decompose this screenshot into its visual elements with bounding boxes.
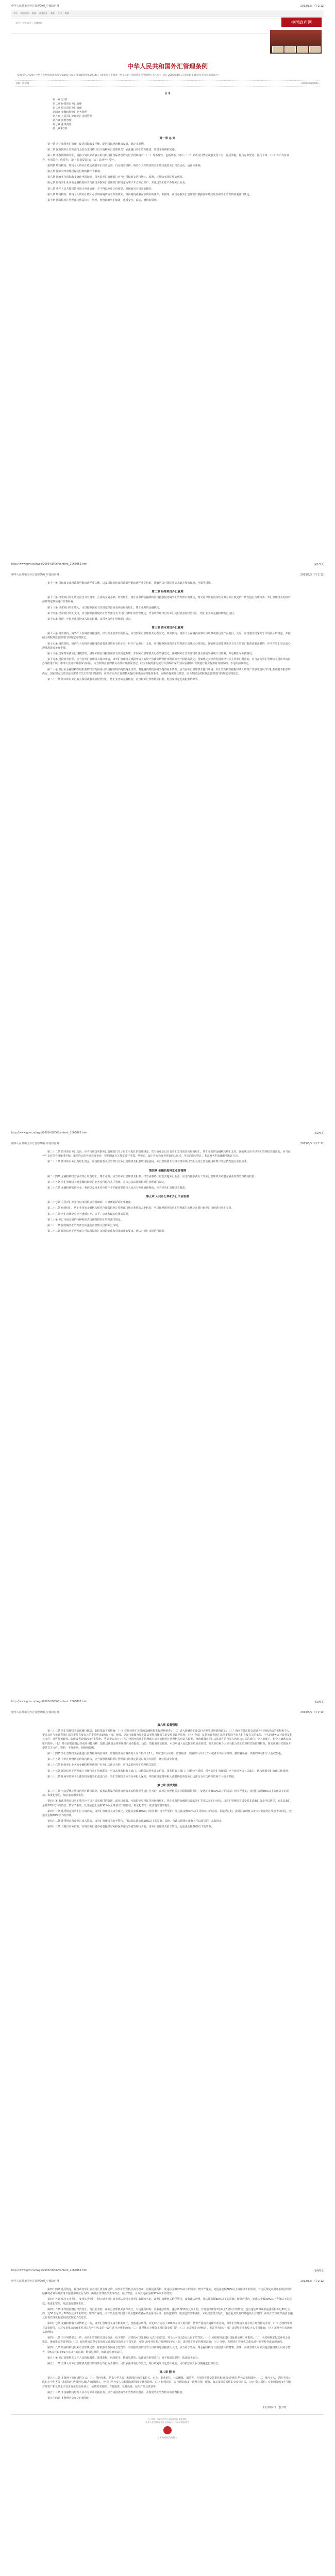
print-page-number: 第1/5页	[314, 563, 324, 566]
print-header	[11, 2, 324, 9]
article-paragraph: 第五十二条 本条例下列用语的含义：（一）境内机构，是指中华人民共和国境内的国家机关、企业、事业单位、社会团体、部队等，外国驻华外交领事机构和国际组织驻华代表机构除外。（二）境内个人，是指中国公民和在中华人民共和国境内连续居住满1年的外国人，外国驻华外交人员和国际组织驻华代表除外。（三）经常项目，是指国际收支中涉及货物、服务、收益及经常转移的交易项目等。（四）资本项目，是指国际收支中引起对外资产和负债水平发生变化的交易项目，包括资本转移、直接投资、证券投资、衍生产品及贷款等。	[42, 2377, 292, 2388]
article-paragraph: 第十五条 携带、申报外币现钞出入境的限额，由国务院外汇管理部门规定。	[47, 618, 133, 621]
print-footer	[11, 2267, 324, 2274]
article-paragraph: 第十七条 境内机构、境内个人向境外直接投资或者从事境外有价证券、衍生产品发行、交易，应当按照国务院外汇管理部门的规定办理登记。国家规定需要事先经有关主管部门批准或者备案的，应当在外汇登记前办理批准或者备案手续。	[42, 642, 291, 650]
nav-item[interactable]: 首页	[13, 11, 18, 14]
article-paragraph: 第一条 为了加强外汇管理，促进国际收支平衡，促进国民经济健康发展，制定本条例。	[47, 143, 146, 146]
print-datetime: 2013/8/5 下午2:12	[300, 1710, 324, 1714]
print-header	[11, 571, 324, 578]
source-label: 来源：政府网	[15, 82, 29, 85]
chapter-heading: 第八章 附 则	[159, 2371, 176, 2375]
toc-item: 第一章 总 则	[53, 98, 68, 101]
article-paragraph: 第六条 国家实行国际收支统计申报制度。国务院外汇管理部门应当对国际收支进行统计、监测，定期公布国际收支状况。	[47, 176, 185, 179]
article-paragraph: 第八条 中华人民共和国境内禁止外币流通，并不得以外币计价结算，但国家另有规定的除外。	[47, 187, 154, 191]
chapter-heading: 第六章 监督管理	[157, 1724, 178, 1727]
toc-title: 目 录	[164, 92, 171, 95]
article-paragraph: 第十三条 经常项目外汇收入，可以按照国家有关规定保留或者卖给经营结汇、售汇业务的金融机构。	[47, 606, 162, 609]
print-footer	[11, 561, 324, 568]
print-page-number: 第4/5页	[314, 2269, 324, 2273]
footer-icp: 京ICP备05070218号	[157, 2436, 178, 2439]
print-header	[11, 1140, 324, 1147]
article-paragraph: 第三十三条 外汇管理机关依法履行职责，有权采取下列措施：（一）对经营外汇业务的金融机构进行现场检查；（二）进入涉嫌外汇违法行为发生场所调查取证；（三）询问有外汇收支或者外汇经营活动的机构和个人，要求其对与被调查外汇违法事件直接有关的事项作出说明；（四）查阅、复制与被调查外汇违法事件直接有关的交易单证等资料；（五）查阅、复制被调查外汇违法事件的当事人和直接有关的单位、个人的财务会计资料及相关文件，对可能被转移、隐匿或者毁损的文件和资料，可以予以封存；（六）经国务院外汇管理部门或者省级外汇管理机关负责人批准，查询被调查外汇违法事件的当事人和直接有关的单位、个人的账户，但个人储蓄存款账户除外；（七）对有证据证明已经或者可能转移、隐匿违法资金等涉案财产或者隐匿、伪造、毁损重要证据的，可以申请人民法院冻结或者查封。有关单位和个人应当配合外汇管理机关的监督检查，如实说明有关情况并提供有关文件、资料，不得拒绝、阻碍和隐瞒。	[42, 1730, 293, 1750]
banner-thumbnail[interactable]	[272, 46, 283, 53]
print-datetime: 2013/8/5 下午2:12	[300, 573, 324, 577]
page-sheet	[11, 581, 324, 1125]
print-link[interactable]: 【打印】	[277, 2406, 288, 2410]
print-page-title: 中华人民共和国外汇管理条例_中国政府网	[11, 2279, 59, 2283]
law-title: 中华人民共和国外汇管理条例	[127, 63, 208, 70]
article-paragraph: 第四条 境内机构、境内个人的外汇收支或者外汇经营活动，以及境外机构、境外个人在境内的外汇收支或者外汇经营活动，适用本条例。	[47, 164, 203, 167]
article-paragraph: 第三十条 外汇市场交易的币种和形式由国务院外汇管理部门规定。	[47, 1218, 123, 1222]
nav-item[interactable]: 服务	[51, 11, 55, 14]
banner-thumbnail[interactable]	[297, 46, 308, 53]
article-paragraph: 第十一条 国际收支出现或者可能出现严重失衡，以及国民经济出现或者可能出现严重危机时，国家可以对国际收支采取必要的保障、控制等措施。	[47, 582, 213, 585]
article-paragraph: 第五十条 外汇管理机关工作人员徇私舞弊、滥用职权、玩忽职守，构成犯罪的，依法追究刑事责任；尚不构成犯罪的，依法给予处分。	[47, 2356, 200, 2360]
article-paragraph: 第二十二条 资本项目外汇支出，应当按照国务院外汇管理部门关于付汇与购汇的管理规定，凭有效单证以自有外汇支付或者向经营结汇、售汇业务的金融机构购汇支付。国家规定应当经外汇管理机关批准的，应当在外汇支付前办理批准手续。依法终止的外商投资企业，按照国家有关规定进行清算、纳税后，属于外方投资者所有的人民币，可以向经营结汇、售汇业务的金融机构购汇汇出。	[42, 1150, 291, 1158]
article-paragraph: 第三十六条 经营外汇业务的金融机构发现客户有外汇违法行为的，应当及时向外汇管理机关报告。	[47, 1764, 159, 1767]
print-url: http://www.gov.cn/zwgk/2008-08/06/content_1066085.htm	[11, 2269, 88, 2272]
page-sheet	[11, 1150, 324, 1694]
article-paragraph: 第四十一条 违反规定将外汇汇入境内的，由外汇管理机关责令改正，处违法金额30%以下的罚款；情节严重的，处违法金额30%以上等值以下的罚款。非法结汇的，由外汇管理机关责令对非法结汇资金予以回兑，处违法金额30%以下的罚款。	[42, 1809, 292, 1818]
article-paragraph: 第三十二条 国务院外汇管理部门可以根据外汇市场的变化和货币政策的要求，依法对外汇市场进行调节。	[47, 1230, 167, 1233]
chapter-heading: 第五章 人民币汇率和外汇市场管理	[146, 1195, 189, 1199]
toc-item: 第六章 监督管理	[53, 119, 72, 122]
chapter-heading: 第七章 法律责任	[157, 1784, 178, 1788]
print-url: http://www.gov.cn/zwgk/2008-08/06/content_1066085.htm	[11, 1131, 88, 1134]
article-paragraph: 第二十五条 外汇管理机关对金融机构外汇业务实行综合头寸管理，具体办法由国务院外汇管理部门制定。	[47, 1180, 167, 1184]
toc-item: 第二章 经常项目外汇管理	[53, 103, 82, 106]
article-paragraph: 第四十三条 有擅自对外借款、在境外发行债券或者提供对外担保等违反外债管理行为的，由外汇管理机关给予警告，处违法金额30%以下的罚款。	[47, 1825, 214, 1829]
article-paragraph: 第十条 国务院外汇管理部门依法持有、管理、经营国家外汇储备，遵循安全、流动、增值的原则。	[47, 199, 159, 202]
signoff-links	[47, 2405, 288, 2409]
article-paragraph: 第三十一条 国务院外汇管理部门依法监督管理全国的外汇市场。	[47, 1224, 121, 1228]
article-paragraph: 第四十九条 境内机构违反外汇管理规定的，除依照本条例给予处罚外，对直接负责的主管人员和其他直接责任人员，应当给予处分；对金融机构负有直接责任的董事、监事、高级管理人员和其他直接责任人员给予警告，处5万元以上50万元以下的罚款；构成犯罪的，依法追究刑事责任。	[42, 2346, 291, 2354]
article-paragraph: 第十二条 经常项目外汇收支应当具有真实、合法的交易基础。经营结汇、售汇业务的金融机构应当按照国务院外汇管理部门的规定，对交易单证的真实性及其与外汇收支的一致性进行合理审查。外汇管理机关有权对前款规定事项进行监督检查。	[42, 596, 291, 604]
nav-item[interactable]: 政务信息	[39, 11, 47, 14]
article-paragraph: 第四十七条 金融机构有下列情形之一的，由外汇管理机关责令限期改正，没收违法所得，并处20万元以上100万元以下的罚款；情节严重或者逾期不改正的，由外汇管理机关责令停止经营相关业务：（一）办理经常项目资金收付，未对交易单证的真实性及其与外汇收支的一致性进行合理审查的；（二）违反规定办理资本项目资金收付的；（三）违反规定办理结汇、售汇业务的；（四）违反外汇业务综合头寸管理的；（五）违反外汇市场交易管理的。	[42, 2322, 293, 2334]
article-paragraph: 第二十七条 人民币汇率实行以市场供求为基础的、有管理的浮动汇率制度。	[47, 1201, 133, 1205]
header-banner-image	[270, 30, 322, 54]
print-page-number: 第3/5页	[314, 1700, 324, 1704]
toc-item: 第五章 人民币汇率和外汇市场管理	[53, 115, 92, 118]
article-paragraph: 第十四条 经常项目外汇支出，应当按照国务院外汇管理部门关于付汇与购汇的管理规定，凭有效单证以自有外汇支付或者向经营结汇、售汇业务的金融机构购汇支付。	[47, 612, 237, 615]
print-url: http://www.gov.cn/zwgk/2008-08/06/content_1066085.htm	[11, 563, 88, 566]
toc-item: 第四章 金融机构外汇业务管理	[53, 111, 87, 114]
article-paragraph: 第二条 国务院外汇管理部门及其分支机构（以下统称外汇管理机关）依法履行外汇管理职责，负责本条例的实施。	[47, 148, 177, 152]
top-nav	[11, 10, 324, 16]
print-header	[11, 1708, 324, 1716]
article-paragraph: 第三十五条 有外汇经营活动的境内机构，应当按照国务院外汇管理部门的规定报送财务会计报告、统计报表等资料。	[47, 1758, 180, 1761]
print-footer	[11, 1698, 324, 1705]
article-paragraph: 第五十三条 非金融机构经营人民币与外币兑换业务，应当由国务院外汇管理部门批准，并接受外汇管理机关的监督检查。	[47, 2391, 185, 2394]
chapter-heading: 第四章 金融机构外汇业务管理	[149, 1169, 186, 1173]
article-paragraph: 第二十四条 金融机构经营或者终止经营结汇、售汇业务，应当经外汇管理机关批准；经营或者终止经营其他外汇业务，应当按照职责分工经外汇管理机关或者金融业监督管理机构批准。	[47, 1175, 257, 1178]
nav-item[interactable]: 互动	[58, 11, 62, 14]
article-paragraph: 第四十五条 私自买卖外汇、变相买卖外汇、倒买倒卖外汇或者非法介绍买卖外汇数额较大的，由外汇管理机关给予警告，没收违法所得，处违法金额30%以下的罚款；情节严重的，处违法金额30%以上等值以下的罚款；构成犯罪的，依法追究刑事责任。	[42, 2298, 292, 2306]
chapter-heading: 第三章 资本项目外汇管理	[152, 626, 183, 630]
close-window-link[interactable]: 【关闭窗口】	[262, 2406, 277, 2410]
article-paragraph: 第二十一条 资本项目外汇收入保留或者卖给经营结汇、售汇业务的金融机构，应当经外汇管理机关批准，但国家规定无需批准的除外。	[47, 678, 200, 682]
banner-thumbnail[interactable]	[309, 46, 321, 53]
print-page-title: 中华人民共和国外汇管理条例_中国政府网	[11, 573, 59, 577]
article-paragraph: 第九条 境内机构、境内个人的外汇收入可以调回境内或者存放境外；调回境内或者存放境外的条件、期限等，由国务院外汇管理部门根据国际收支状况和外汇管理的需要作出规定。	[47, 193, 252, 196]
nav-item[interactable]: 政府机构	[21, 11, 29, 14]
print-datetime: 2013/8/5 下午2:12	[300, 1142, 324, 1145]
footer-divider	[11, 2414, 324, 2415]
article-paragraph: 第二十三条 资本项目外汇及结汇资金，应当按照有关主管部门及外汇管理机关批准的用途使用。外汇管理机关有权对资本项目外汇及结汇资金使用和账户变动情况进行监督检查。	[47, 1160, 249, 1164]
page-sheet	[11, 1719, 324, 2263]
article-paragraph: 第二十条 银行业金融机构在经批准的经营范围内可以直接向境外提供商业贷款。其他境内机构向境外提供商业贷款，应当向外汇管理机关提出申请，外汇管理机关根据申请人的资产负债等情况作出批准或者不批准的决定；国家规定其经营范围需经有关主管部门批准的，应当在向外汇管理机关提出申请前办理批准手续。向境外提供商业贷款，应当按照国务院外汇管理部门的规定办理登记。	[42, 668, 291, 675]
site-footer	[11, 2418, 324, 2439]
article-paragraph: 第二十九条 外汇市场交易应当遵循公开、公平、公正和诚实信用的原则。	[47, 1212, 131, 1216]
toc-item: 第三章 资本项目外汇管理	[53, 107, 82, 110]
article-paragraph: 第十九条 提供对外担保，应当向外汇管理机关提出申请，由外汇管理机关根据申请人的资产负债等情况作出批准或者不批准的决定；国家规定其经营范围需经有关主管部门批准的，应当在向外汇管理机关提出申请前办理批准手续。申请人签订对外担保合同后，应当到外汇管理机关办理对外担保登记。经国务院批准为使用外国政府或者国际金融组织贷款进行转贷提供对外担保的，不适用前款规定。	[42, 658, 291, 666]
toc-item: 第七章 法律责任	[53, 123, 72, 126]
article-paragraph: 第五十一条 当事人对外汇管理机关作出的具体行政行为不服的，可以依法申请行政复议；对行政复议决定仍不服的，可以依法向人民法院提起行政诉讼。	[47, 2362, 221, 2366]
print-header	[11, 2277, 324, 2284]
print-datetime: 2013/8/5 下午2:12	[300, 4, 324, 8]
article-paragraph: 第四十四条 违反规定，擅自改变外汇或者结汇资金用途的，由外汇管理机关责令改正，没收违法所得，处违法金额30%以下的罚款；情节严重的，处违法金额30%以上等值以下的罚款。有违反规定以外币在境内计价结算或者划转外汇等非法使用外汇行为的，由外汇管理机关责令改正，给予警告，可以处违法金额30%以下的罚款。	[42, 2288, 292, 2296]
article-paragraph: 第十八条 国家对外债实行规模管理。借用外债应当按照国家有关规定办理，并到外汇管理机关办理外债登记。国务院外汇管理部门负责全国的外债统计与监测，并定期公布外债情况。	[47, 652, 255, 656]
print-page-title: 中华人民共和国外汇管理条例_中国政府网	[11, 1142, 59, 1145]
print-page-title: 中华人民共和国外汇管理条例_中国政府网	[11, 1710, 59, 1714]
article-paragraph: 第三十七条 国务院外汇管理部门为履行外汇管理职责，可以从国务院有关部门、机构获取所必需的信息，国务院有关部门、机构应当提供。国务院外汇管理部门应当向国务院有关部门、机构通报外汇管理工作情况。	[47, 1769, 291, 1773]
law-title-block	[11, 62, 324, 71]
article-paragraph: 第二十八条 经营结汇、售汇业务的金融机构和符合国务院外汇管理部门规定条件的其他机构，可以按照国务院外汇管理部门的规定在银行间外汇市场进行外汇交易。	[47, 1207, 234, 1210]
article-paragraph: 第三十八条 任何单位和个人都有权举报外汇违法行为。外汇管理机关应当为举报人保密，并按照规定对举报人或者协助查处外汇违法行为有功的单位和个人给予奖励。	[47, 1775, 237, 1778]
national-emblem-icon	[163, 2426, 172, 2434]
footer-copyright: 中华人民共和国中央人民政府门户网站 版权所有	[145, 2421, 190, 2424]
chapter-heading: 第一章 总 则	[159, 137, 176, 140]
nav-list	[13, 12, 69, 15]
chapter-heading: 第二章 经常项目外汇管理	[152, 590, 183, 594]
print-page	[0, 1138, 335, 1706]
article-meta	[15, 80, 320, 87]
print-page	[0, 2275, 335, 2576]
article-paragraph: 第四十二条 违反规定携带外汇出入境的，由外汇管理机关给予警告，可以处违法金额20%以下的罚款。法律、行政法规规定由海关予以处罚的，从其规定。	[47, 1820, 224, 1823]
nav-item[interactable]: 新闻	[32, 11, 36, 14]
article-paragraph: 第三十九条 有违反规定将境内外汇转移境外，或者以欺骗手段将境内资本转移境外等逃汇行为的，由外汇管理机关责令限期调回外汇，处逃汇金额30%以下的罚款；情节严重的，处逃汇金额30%以上等值以下的罚款；构成犯罪的，依法追究刑事责任。	[42, 1790, 289, 1798]
print-datetime: 2013/8/5 下午2:12	[300, 2279, 324, 2283]
table-of-contents	[53, 92, 282, 131]
print-page	[0, 1706, 335, 2275]
banner-thumbnail[interactable]	[284, 46, 296, 53]
law-body-continued	[11, 2287, 324, 2400]
article-paragraph: 第十六条 境外机构、境外个人在境内直接投资，经有关主管部门批准后，应当到外汇管理机关办理登记。境外机构、境外个人在境内从事有价证券或者衍生产品发行、交易，应当遵守国家关于市场准入的规定，并按照国务院外汇管理部门的规定办理登记。	[42, 632, 291, 640]
print-footer	[11, 1129, 324, 1137]
article-paragraph: 第四十六条 未经批准擅自经营结汇、售汇业务的，由外汇管理机关责令改正，有违法所得的，没收违法所得，违法所得50万元以上的，并处违法所得1倍以上5倍以下的罚款；没有违法所得或者违法所得不足50万元的，处50万元以上200万元以下的罚款；情节严重的，由有关主管部门责令停业整顿或者吊销业务许可证；构成犯罪的，依法追究刑事责任。未经批准经营结汇、售汇业务以外的其他外汇业务的，由外汇管理机关或者金融业监督管理机构依照前款规定予以处罚。	[42, 2308, 293, 2320]
article-paragraph: 第三条 本条例所称外汇，是指下列以外币表示的可以用作国际清偿的支付手段和资产：（一）外币现钞，包括纸币、铸币；（二）外币支付凭证或者支付工具，包括票据、银行存款凭证、银行卡等；（三）外币有价证券，包括债券、股票等；（四）特别提款权；（五）其他外汇资产。	[42, 154, 290, 162]
site-logo[interactable]: 中国政府网	[281, 18, 322, 27]
article-paragraph: 第五条 国家对经常性国际支付和转移不予限制。	[47, 170, 103, 174]
article-paragraph: 第五十四条 本条例自公布之日起施行。	[47, 2397, 92, 2400]
article-paragraph: 第三十四条 外汇管理机关依法进行监督检查或者调查，监督检查或者调查的人员不得少于2人，并应当出示证件。监督检查、调查的人员少于2人或者未出示证件的，被监督检查、调查的单位和个人有权拒绝。	[47, 1752, 283, 1756]
page-sheet	[11, 10, 324, 556]
page-sheet	[11, 2287, 324, 2576]
print-url: http://www.gov.cn/zwgk/2008-08/06/content_1066085.htm	[11, 1700, 88, 1703]
article-paragraph: 第二十六条 金融机构的资本金、利润以及因本外币资产不匹配需要进行人民币与外币间转换的，应当经外汇管理机关批准。	[47, 1187, 188, 1190]
article-paragraph: 第四十条 有违反规定以外汇收付应当以人民币收付的款项，或者以虚假、无效的交易单证等向经营结汇、售汇业务的金融机构骗购外汇等非法套汇行为的，由外汇管理机关责令对非法套汇资金予以回兑，处非法套汇金额30%以下的罚款；情节严重的，处非法套汇金额30%以上等值以下的罚款；构成犯罪的，依法追究刑事责任。	[42, 1800, 291, 1807]
nav-item[interactable]: 数据	[65, 11, 69, 14]
law-intro: （1996年1月29日中华人民共和国国务院令第193号发布 根据1997年1月14日《国务院关于修改〈中华人民共和国外汇管理条例〉的决定》修订 2008年8月1日国务院第20次常务会议修订通过）	[15, 74, 221, 77]
toc-item: 第八章 附 则	[53, 127, 68, 130]
print-page	[0, 0, 335, 569]
footer-nav-links[interactable]: 关于我们 | 网站声明 | 网站地图 | 联系我们	[148, 2418, 187, 2421]
law-body	[11, 136, 324, 202]
print-page-number: 第2/5页	[314, 1131, 324, 1135]
article-paragraph: 第七条 经营外汇业务的金融机构应当按照国务院外汇管理部门的规定为客户开立外汇账户，并通过外汇账户办理外汇业务。	[47, 181, 188, 185]
print-page-title: 中华人民共和国外汇管理条例_中国政府网	[11, 4, 59, 8]
article-paragraph: 第四十八条 有下列情形之一的，由外汇管理机关责令改正，给予警告，对机构可以处30万元以下的罚款，对个人可以处5万元以下的罚款：（一）未按照规定进行国际收支统计申报的；（二）未按照规定报送财务会计报告、统计报表等资料的；（三）未按照规定提交有效单证或者提交的单证不真实的；（四）违反外汇账户管理规定的；（五）违反外汇登记管理规定的；（六）拒绝、阻碍外汇管理机关依法进行监督检查或者调查的。	[42, 2336, 291, 2344]
breadcrumb: 首页 > 政务信息 > 法律法规	[15, 22, 42, 24]
print-page	[0, 569, 335, 1138]
publish-date: 2008年08月06日	[301, 82, 320, 85]
